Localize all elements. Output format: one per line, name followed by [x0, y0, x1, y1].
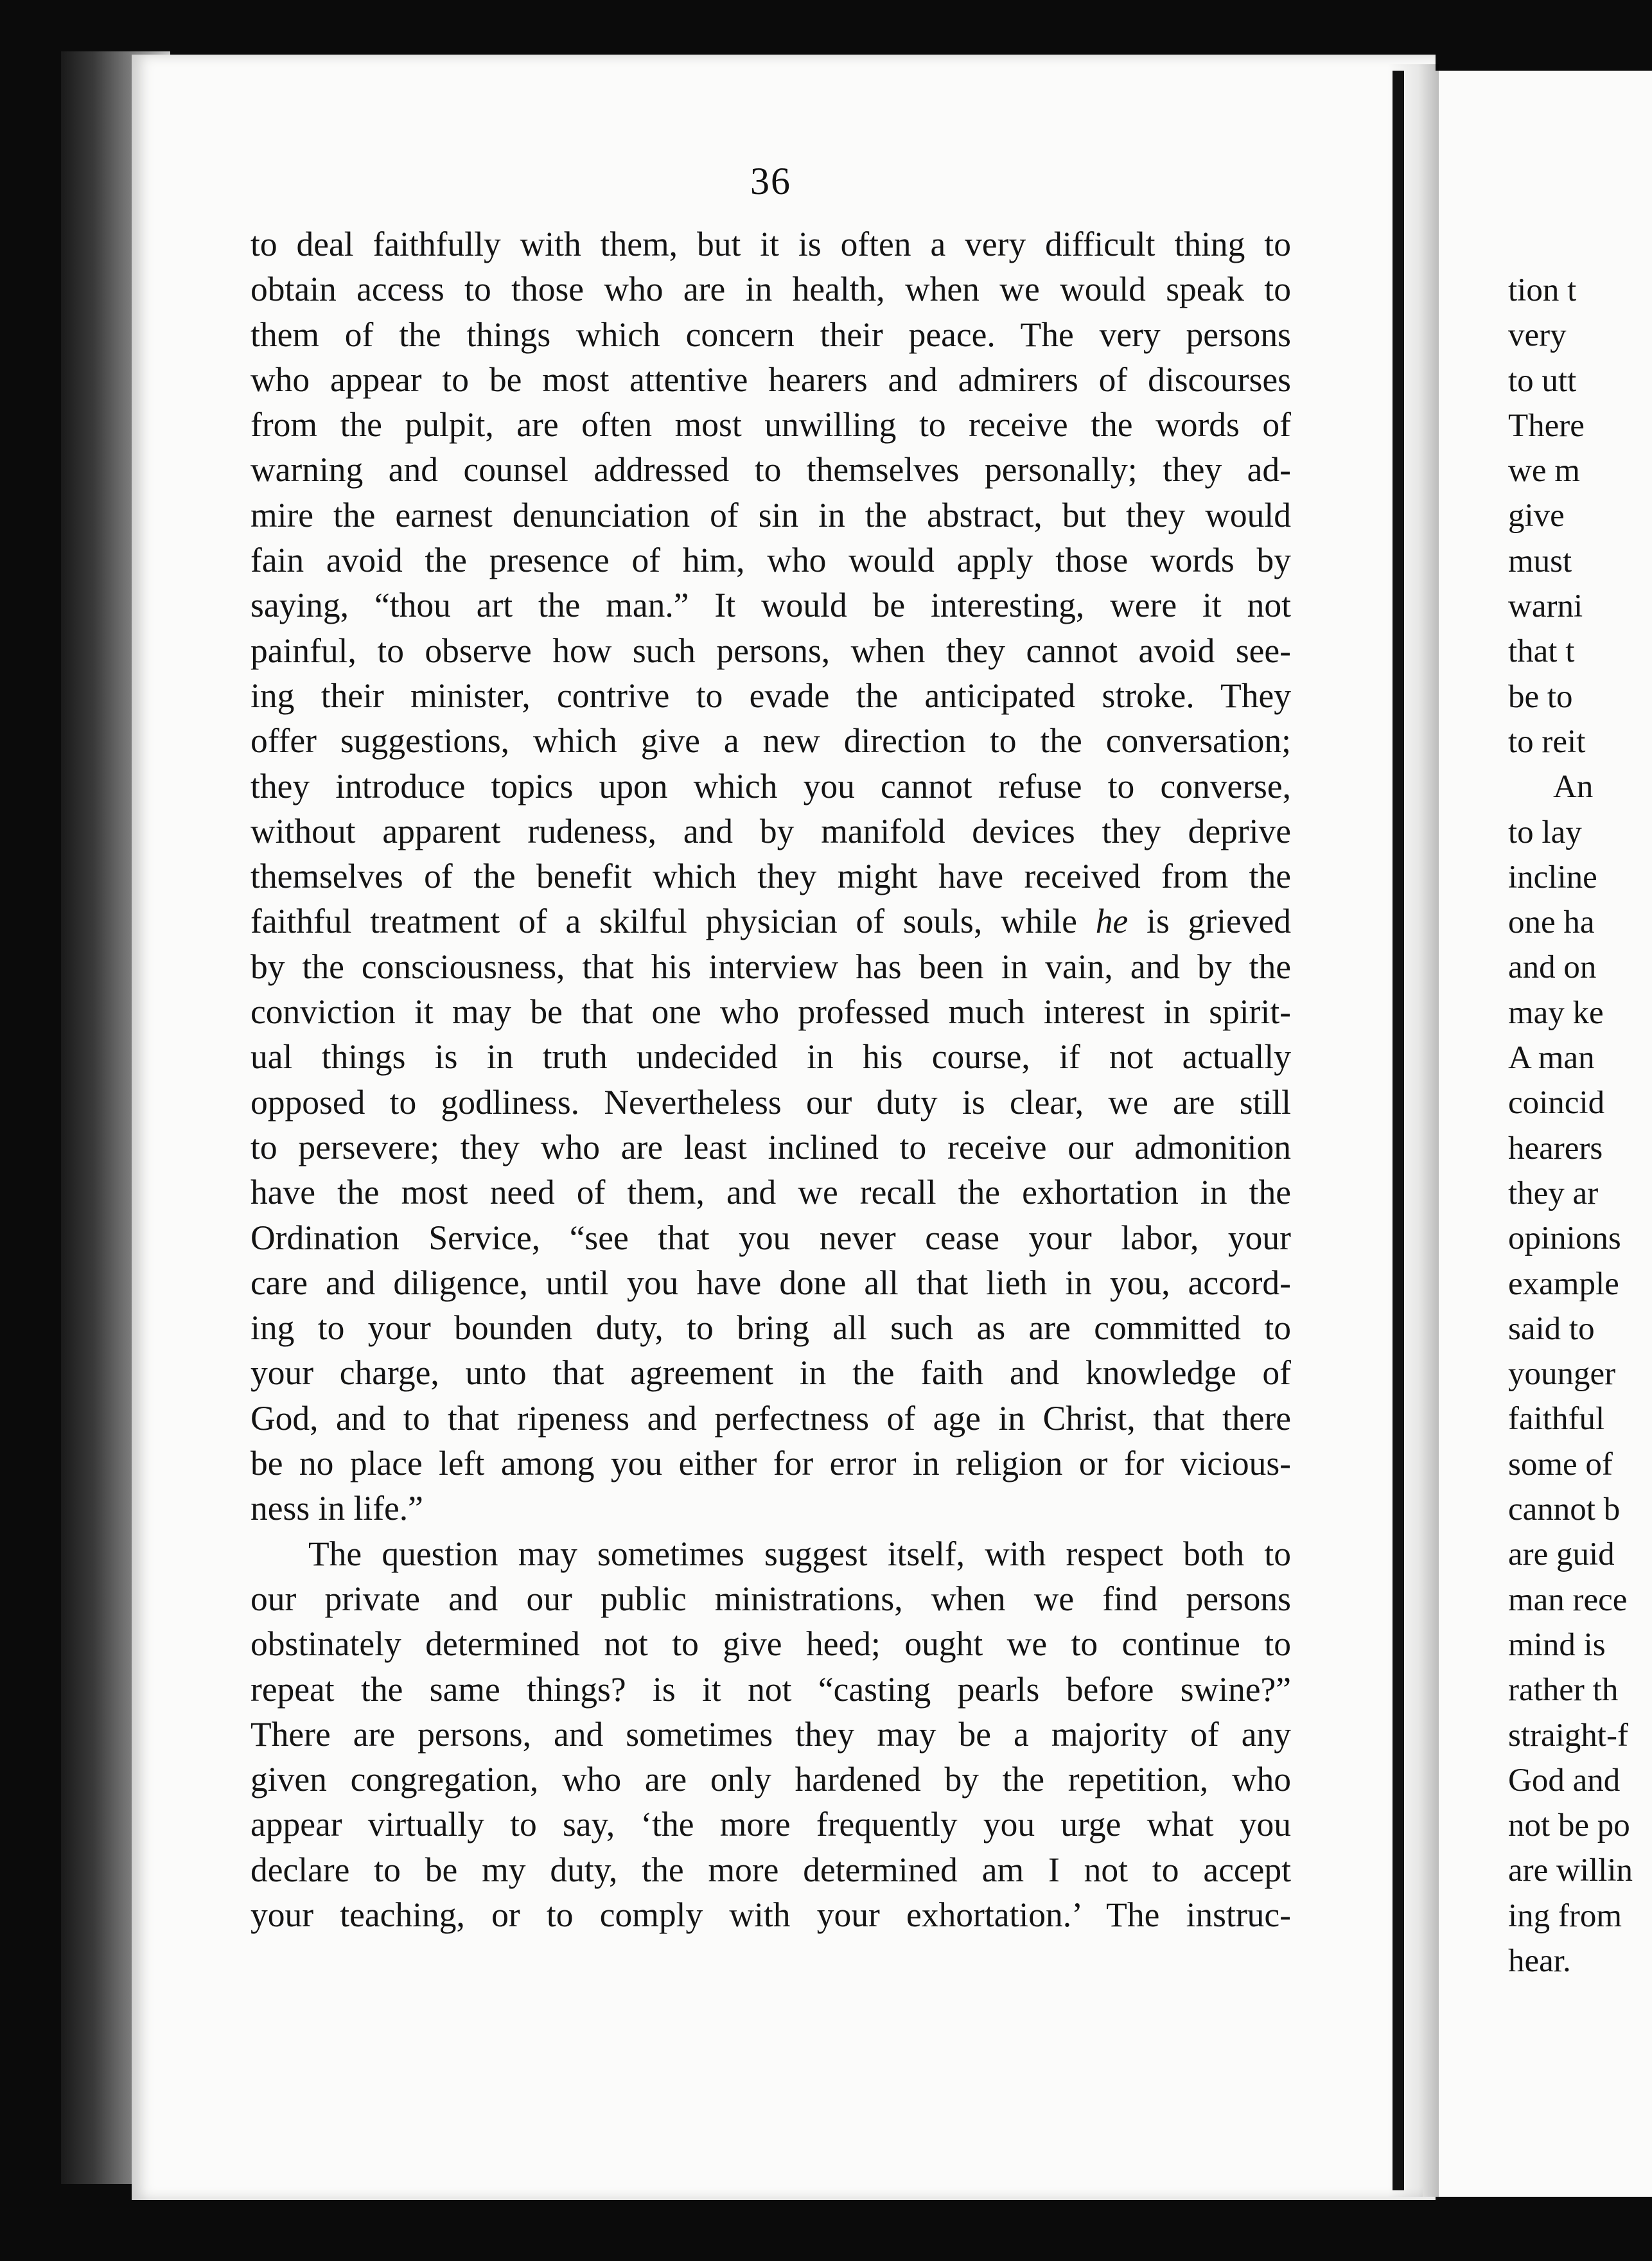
text-fragment: An: [1553, 769, 1594, 805]
text-line: your teaching, or to comply with your exhortation.’ The instruc-: [250, 1895, 1291, 1934]
text-line: saying, “thou art the man.” It would be interesting, were it not: [250, 586, 1291, 625]
text-line: without apparent rudeness, and by manifold devices they deprive: [250, 811, 1291, 850]
text-fragment: be to: [1508, 678, 1573, 715]
text-fragment: example: [1508, 1265, 1619, 1302]
text-fragment: may ke: [1508, 994, 1604, 1031]
text-line: warning and counsel addressed to themselves personally; they ad-: [250, 450, 1291, 489]
text-fragment: tion t: [1508, 272, 1577, 308]
text-line: ing to your bounden duty, to bring all such as are committed to: [250, 1308, 1291, 1348]
text-fragment: God and: [1508, 1762, 1621, 1799]
text-fragment: incline: [1508, 859, 1597, 895]
text-fragment: one ha: [1508, 904, 1595, 941]
text-fragment: mind is: [1508, 1626, 1606, 1663]
text-line: God, and to that ripeness and perfectness of age in Christ, that there: [250, 1398, 1291, 1438]
text-line: your charge, unto that agreement in the faith and knowledge of: [250, 1353, 1291, 1393]
text-fragment: younger: [1508, 1356, 1616, 1393]
text-fragment: and on: [1508, 949, 1597, 986]
text-line: them of the things which concern their peace. The very persons: [250, 315, 1291, 354]
text-line-with-italic: [250, 899, 1291, 944]
italic-word: he: [1095, 902, 1129, 941]
text-fragment: said to: [1508, 1310, 1595, 1347]
text-fragment: some of: [1508, 1446, 1613, 1482]
paragraph-start-line: The question may sometimes suggest itself, with respect both to: [308, 1534, 1291, 1573]
text-fragment: are guid: [1508, 1536, 1615, 1573]
text-line: declare to be my duty, the more determined am I not to accept: [250, 1850, 1291, 1889]
text-fragment: hearers: [1508, 1130, 1603, 1166]
text-fragment: opinions: [1508, 1220, 1621, 1257]
text-line: ness in life.”: [250, 1489, 423, 1528]
text-line: opposed to godliness. Nevertheless our duty is clear, we are still: [250, 1082, 1291, 1122]
text-fragment: must: [1508, 543, 1572, 579]
text-segment: is grieved: [1147, 902, 1292, 941]
text-line: conviction it may be that one who professed much interest in spirit-: [250, 992, 1291, 1032]
text-line: have the most need of them, and we recall the exhortation in the: [250, 1173, 1291, 1212]
text-line: obtain access to those who are in health, when we would speak to: [250, 270, 1291, 309]
page-number: 36: [750, 160, 791, 202]
text-line: ual things is in truth undecided in his course, if not actually: [250, 1037, 1291, 1077]
text-line: fain avoid the presence of him, who would apply those words by: [250, 541, 1291, 580]
text-line: from the pulpit, are often most unwilling to receive the words of: [250, 405, 1291, 444]
text-fragment: man rece: [1508, 1581, 1628, 1618]
text-fragment: not be po: [1508, 1808, 1630, 1844]
text-fragment: they ar: [1508, 1175, 1599, 1211]
text-segment: faithful treatment of a skilful physician of souls, while: [250, 902, 1077, 941]
text-line: obstinately determined not to give heed; ought we to continue to: [250, 1624, 1291, 1664]
left-page-body: [250, 222, 1291, 1937]
text-fragment: cannot b: [1508, 1491, 1621, 1528]
text-line: who appear to be most attentive hearers and admirers of discourses: [250, 360, 1291, 399]
text-line: to deal faithfully with them, but it is often a very difficult thing to: [250, 225, 1291, 263]
text-fragment: are willin: [1508, 1852, 1633, 1889]
text-fragment: to utt: [1508, 362, 1577, 399]
text-fragment: to reit: [1508, 723, 1586, 760]
text-fragment: ing from: [1508, 1897, 1622, 1934]
text-fragment: we m: [1508, 453, 1580, 489]
text-fragment: There: [1508, 407, 1585, 444]
text-line: painful, to observe how such persons, when they cannot avoid see-: [250, 631, 1291, 670]
text-fragment: that t: [1508, 633, 1575, 670]
text-line: ing their minister, contrive to evade the anticipated stroke. They: [250, 676, 1291, 715]
text-line: offer suggestions, which give a new direction to the conversation;: [250, 721, 1291, 761]
text-line: themselves of the benefit which they might have received from the: [250, 857, 1291, 896]
text-line: they introduce topics upon which you cannot refuse to converse,: [250, 766, 1291, 805]
book-spine: [1393, 71, 1404, 2190]
text-line: to persevere; they who are least inclined to receive our admonition: [250, 1127, 1291, 1166]
text-fragment: faithful: [1508, 1401, 1605, 1438]
text-fragment: to lay: [1508, 814, 1582, 850]
text-line: appear virtually to say, ‘the more frequently you urge what you: [250, 1805, 1291, 1844]
text-fragment: very: [1508, 317, 1567, 354]
text-line: our private and our public ministrations, when we find persons: [250, 1579, 1291, 1618]
text-line: care and diligence, until you have done all that lieth in you, accord-: [250, 1263, 1291, 1302]
text-line: Ordination Service, “see that you never cease your labor, your: [250, 1218, 1291, 1257]
text-fragment: straight-f: [1508, 1717, 1628, 1754]
text-line: repeat the same things? is it not “casting pearls before swine?”: [250, 1669, 1291, 1709]
text-line: given congregation, who are only hardened by the repetition, who: [250, 1760, 1291, 1799]
text-fragment: coincid: [1508, 1085, 1605, 1122]
text-fragment: give: [1508, 498, 1565, 534]
text-fragment: hear.: [1508, 1942, 1571, 1979]
text-fragment: rather th: [1508, 1672, 1619, 1709]
text-fragment: warni: [1508, 588, 1583, 625]
text-fragment: A man: [1508, 1040, 1595, 1077]
text-line: by the consciousness, that his interview has been in vain, and by the: [250, 947, 1291, 986]
text-line: mire the earnest denunciation of sin in the abstract, but they would: [250, 495, 1291, 534]
text-line: be no place left among you either for error in religion or for vicious-: [250, 1444, 1291, 1483]
right-page-body: [1508, 268, 1652, 1984]
text-line: There are persons, and sometimes they may be a majority of any: [250, 1714, 1291, 1754]
